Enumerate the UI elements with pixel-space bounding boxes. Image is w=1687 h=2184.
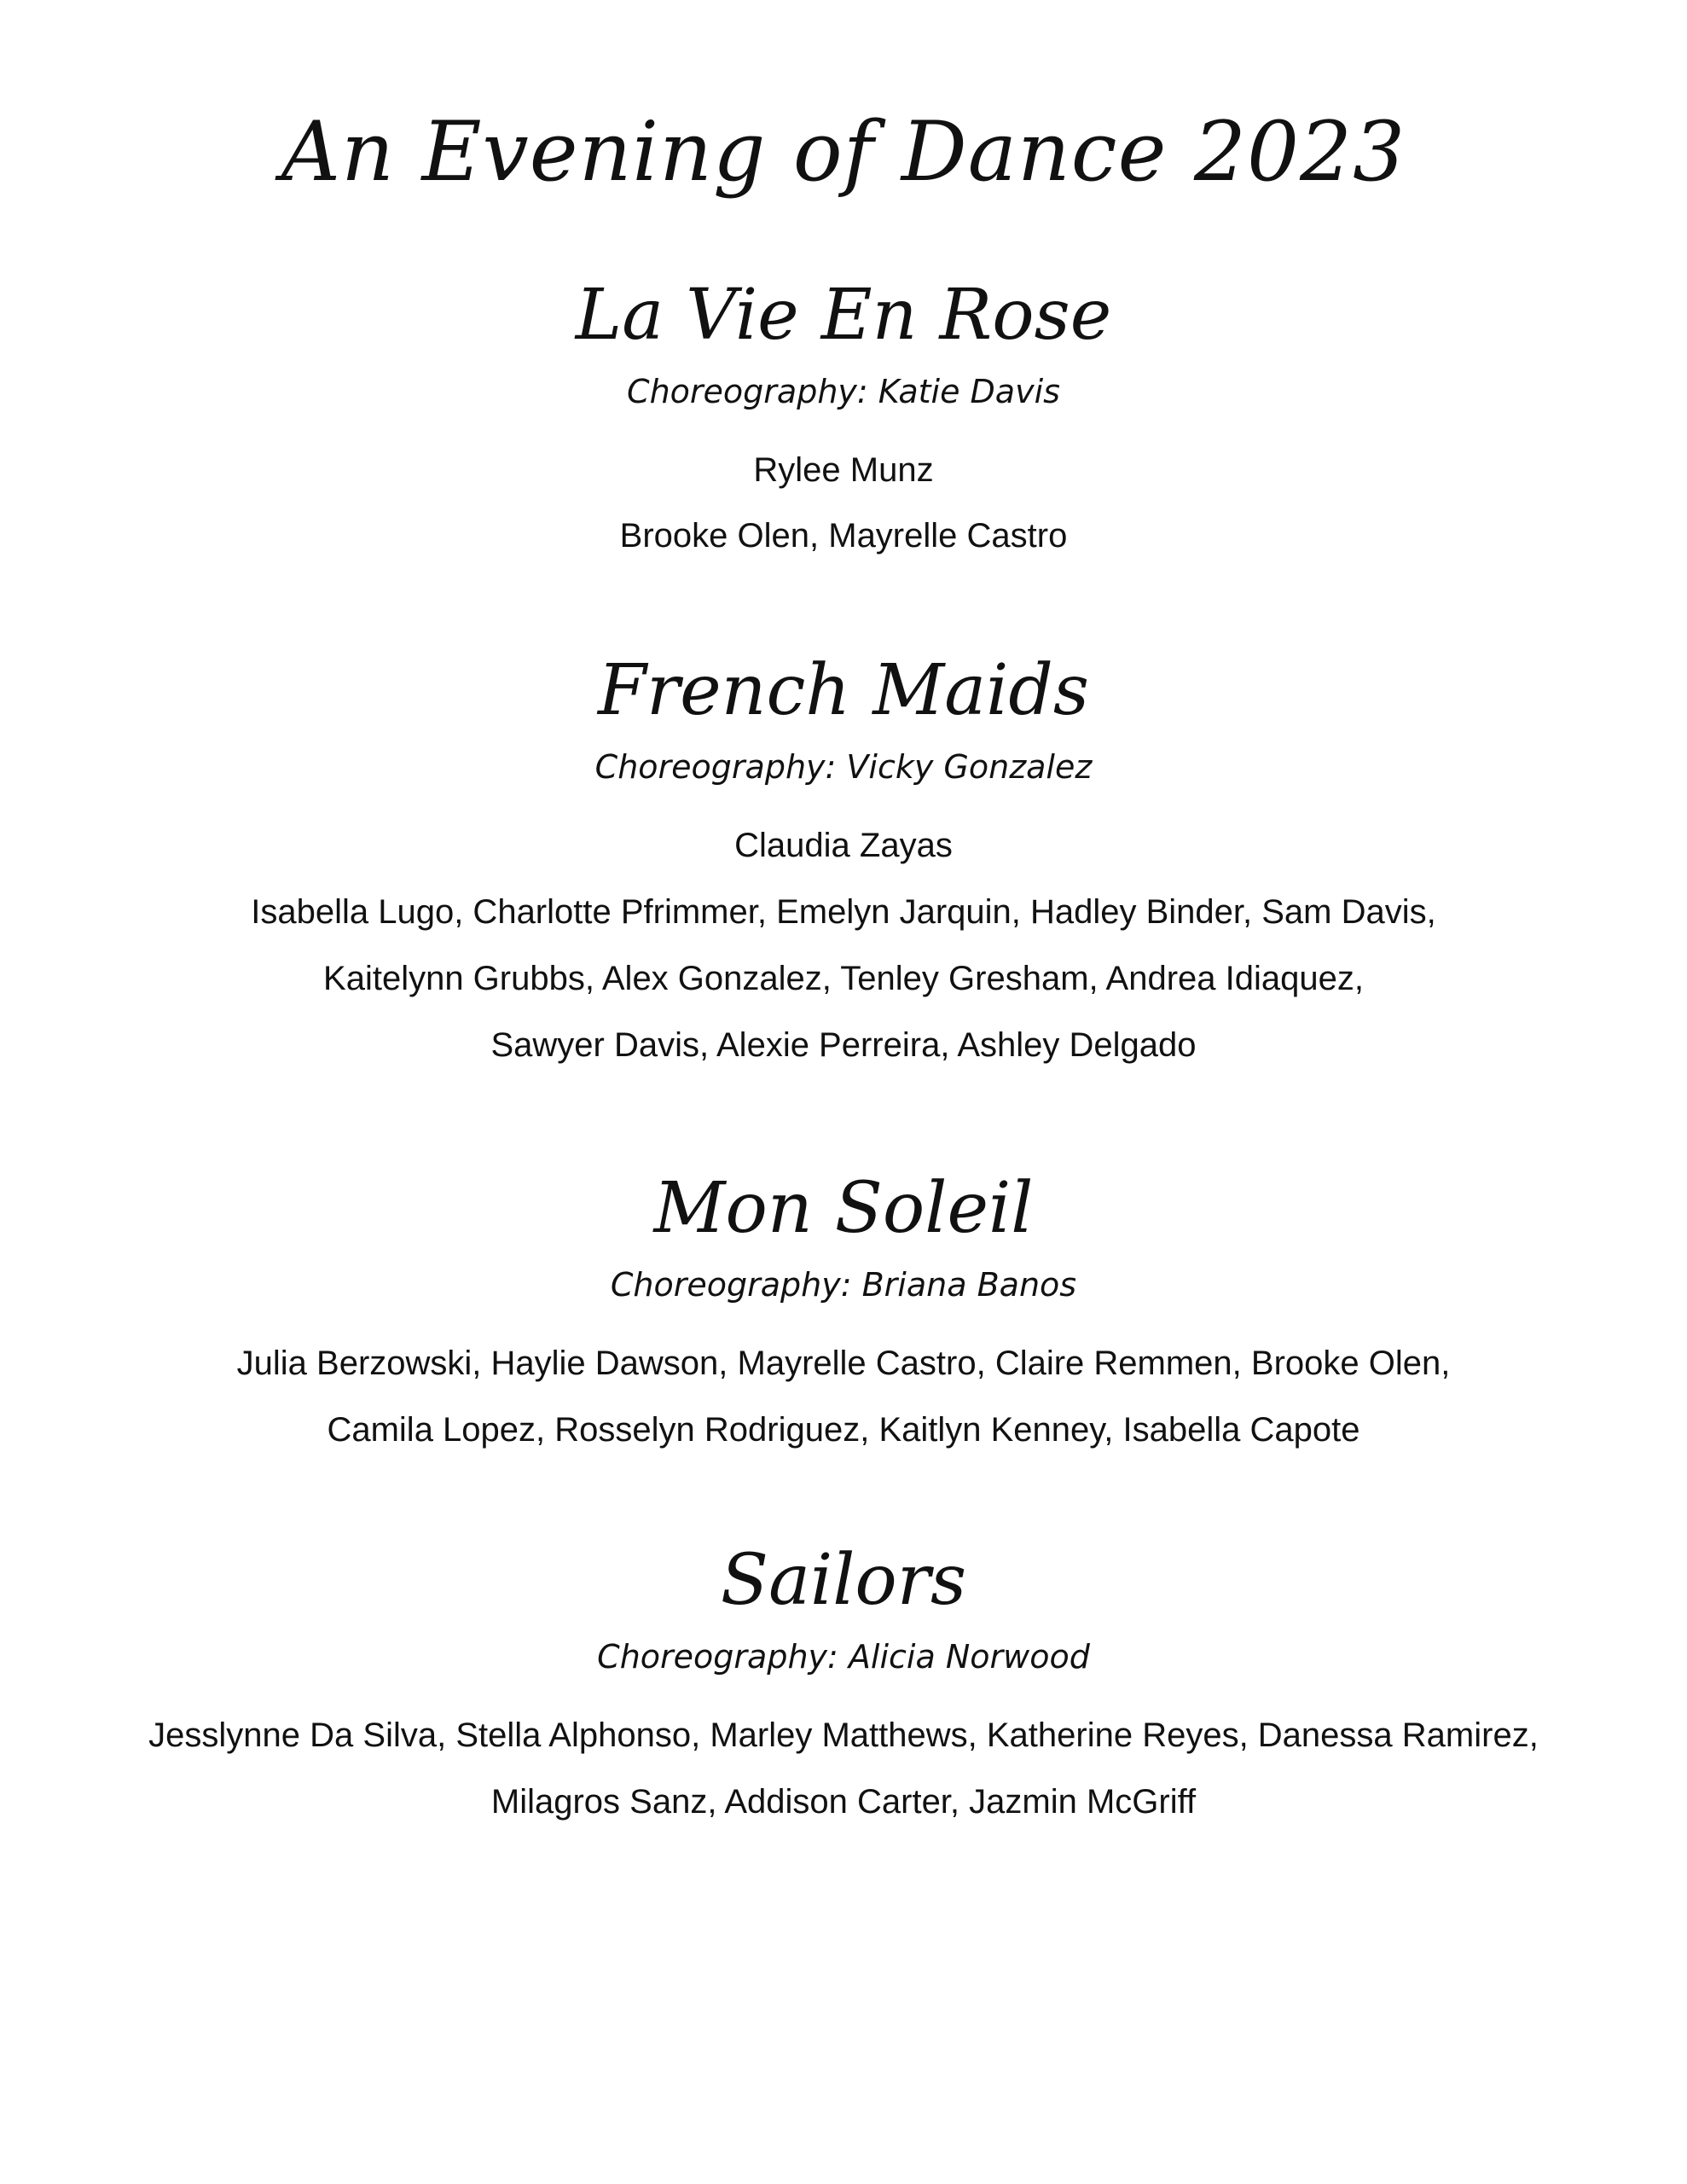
featured-dancer: Claudia Zayas	[734, 827, 953, 864]
cast-line: Kaitelynn Grubbs, Alex Gonzalez, Tenley Gresham, Andrea Idiaquez,	[323, 960, 1364, 997]
piece-title: Mon Soleil	[653, 1168, 1034, 1249]
piece-french-maids	[0, 644, 1687, 1066]
choreography-credit: Choreography: Katie Davis	[627, 373, 1060, 410]
cast-line: Julia Berzowski, Haylie Dawson, Mayrelle Castro, Claire Remmen, Brooke Olen,	[236, 1345, 1451, 1382]
piece-title: Sailors	[720, 1540, 967, 1621]
cast-line: Camila Lopez, Rosselyn Rodriguez, Kaitlyn Kenney, Isabella Capote	[327, 1411, 1360, 1449]
cast-line: Sawyer Davis, Alexie Perreira, Ashley Delgado	[490, 1026, 1197, 1064]
piece-mon-soleil	[0, 1162, 1687, 1451]
cast-line: Milagros Sanz, Addison Carter, Jazmin McGriff	[490, 1783, 1197, 1821]
piece-la-vie-en-rose	[0, 269, 1687, 557]
featured-dancer: Rylee Munz	[753, 451, 934, 489]
program-title: An Evening of Dance 2023	[281, 104, 1406, 200]
choreography-credit: Choreography: Alicia Norwood	[597, 1638, 1090, 1676]
piece-title: French Maids	[598, 650, 1089, 731]
cast-line: Jesslynne Da Silva, Stella Alphonso, Marley Matthews, Katherine Reyes, Danessa Ramirez,	[148, 1716, 1539, 1754]
cast-line: Isabella Lugo, Charlotte Pfrimmer, Emelyn Jarquin, Hadley Binder, Sam Davis,	[251, 893, 1436, 931]
cast-line: Brooke Olen, Mayrelle Castro	[619, 517, 1068, 555]
choreography-credit: Choreography: Vicky Gonzalez	[594, 748, 1093, 786]
choreography-credit: Choreography: Briana Banos	[610, 1266, 1077, 1304]
piece-sailors	[0, 1534, 1687, 1823]
piece-title: La Vie En Rose	[575, 275, 1112, 356]
